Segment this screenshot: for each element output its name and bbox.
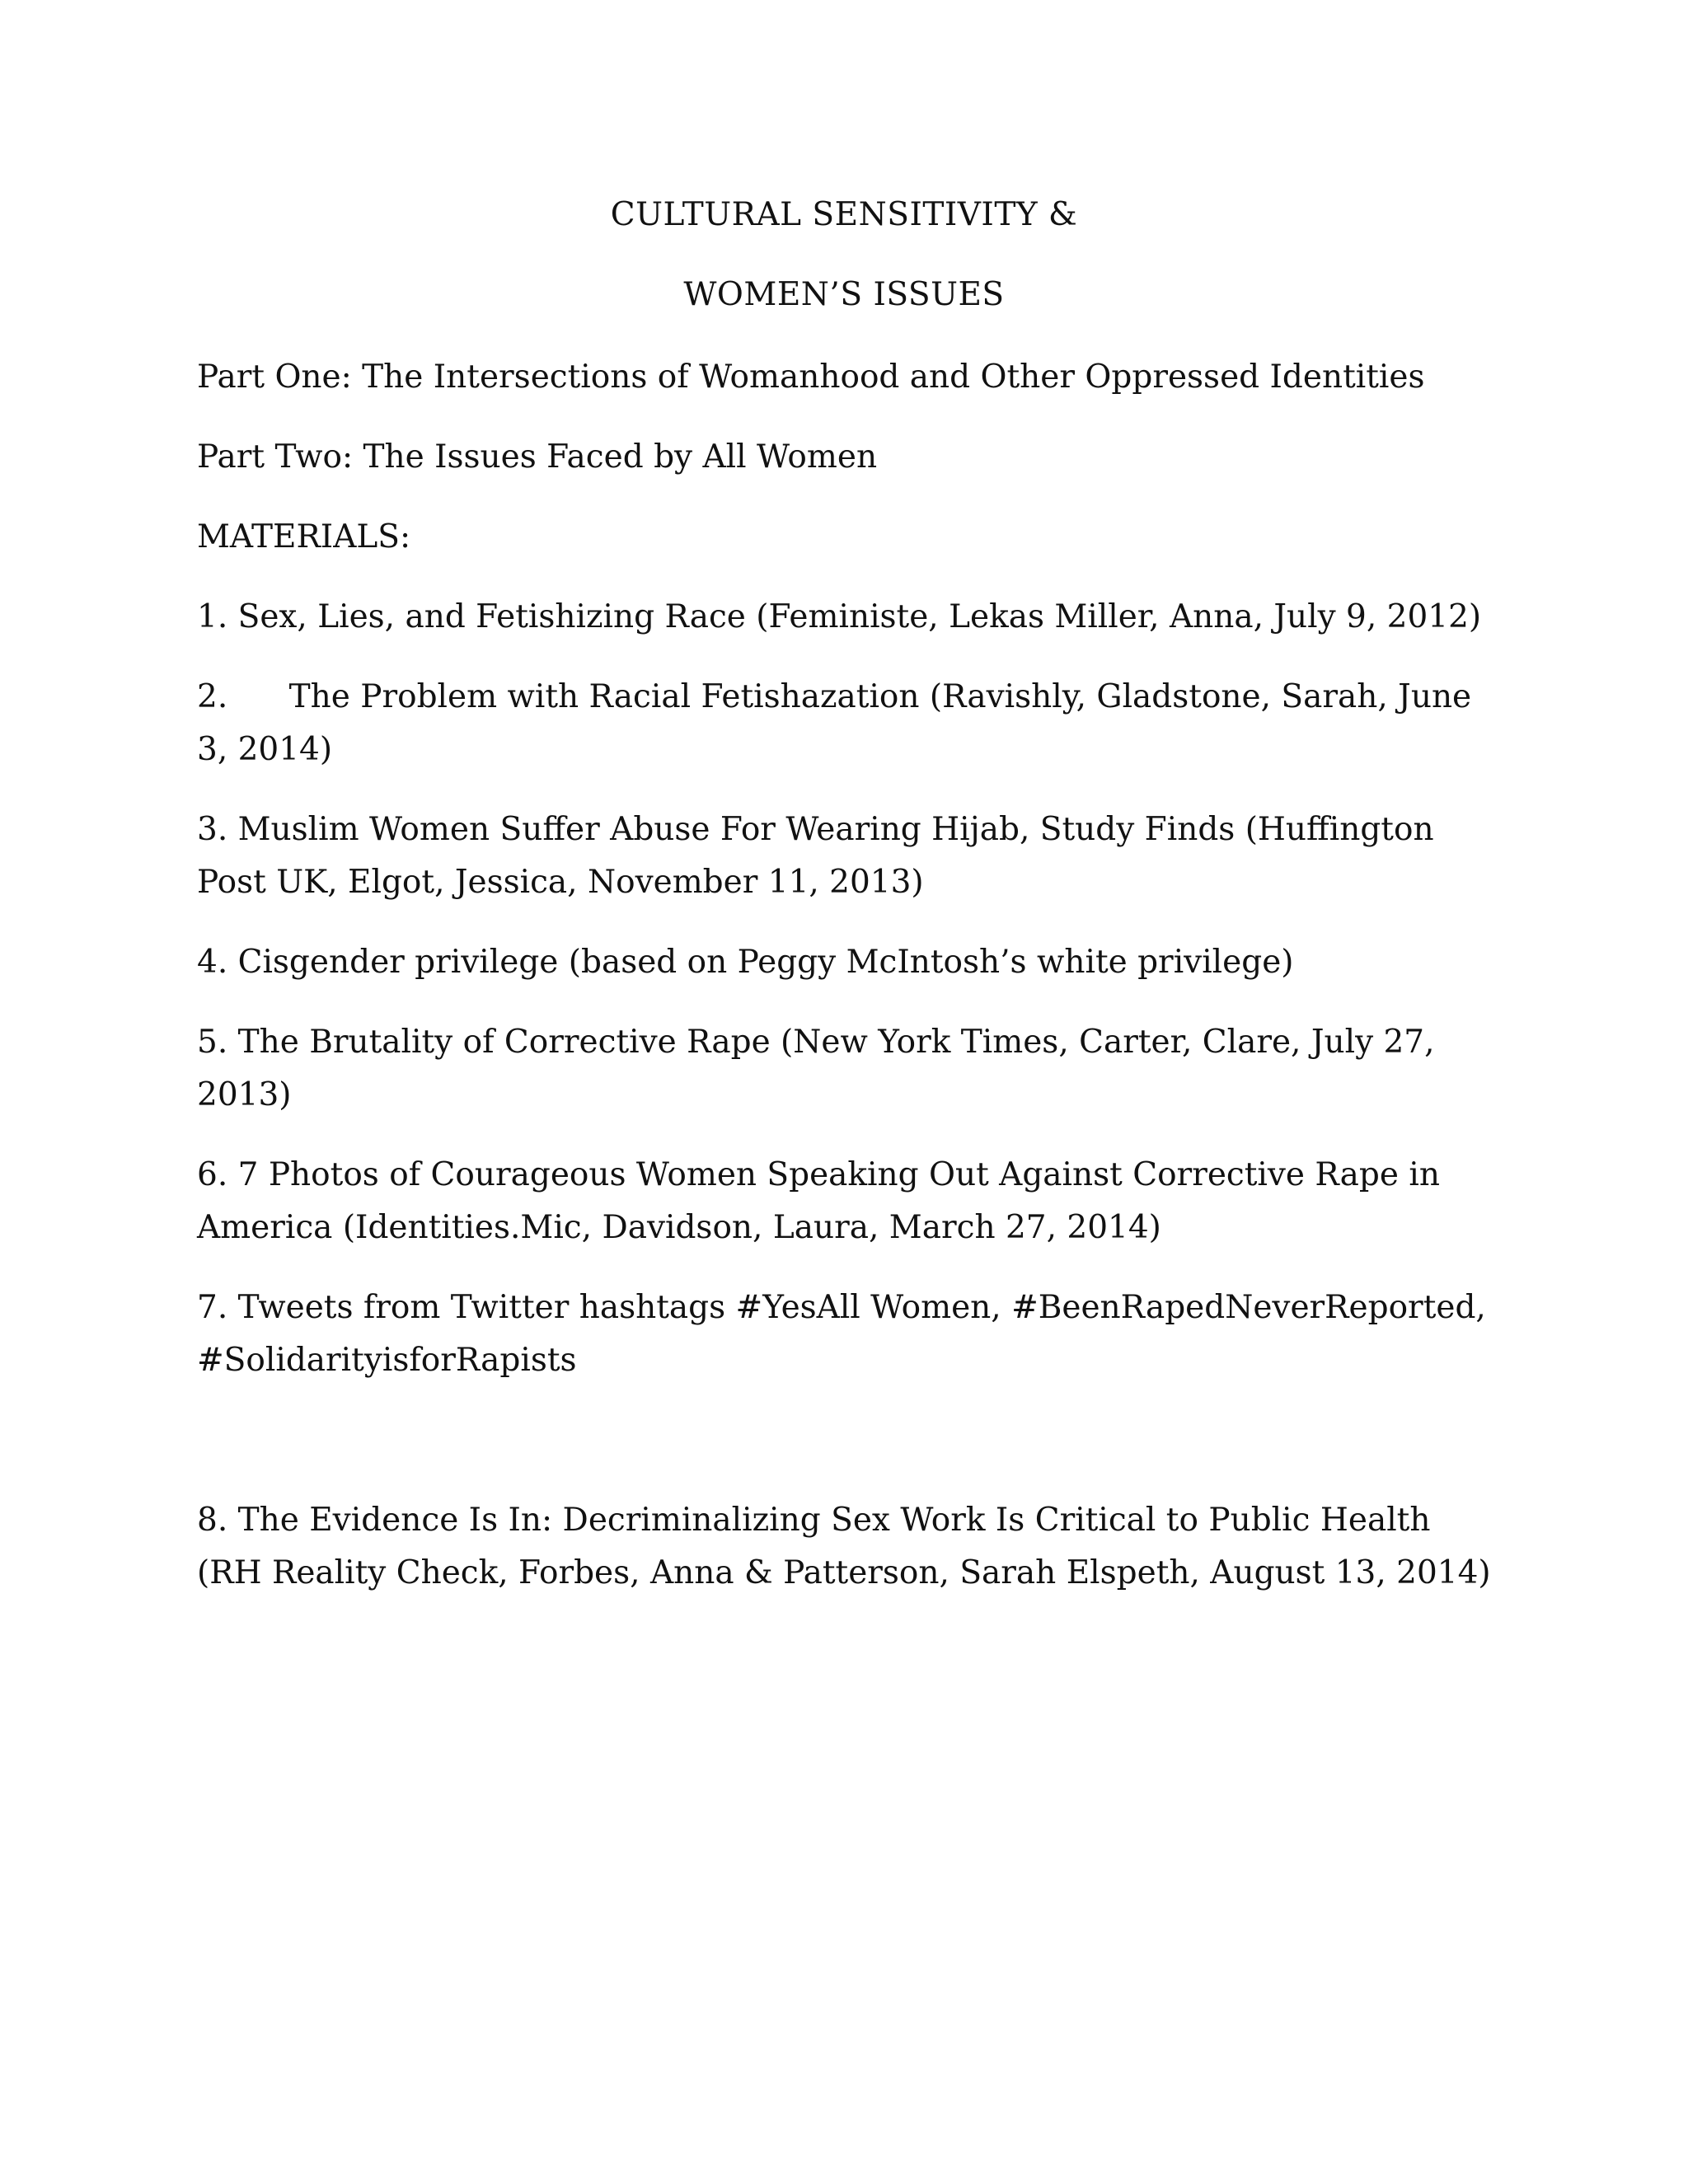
material-item-2-line-2: 3, 2014) xyxy=(197,731,333,768)
materials-heading: MATERIALS: xyxy=(197,518,411,555)
material-item-7-line-2: #SolidarityisforRapists xyxy=(197,1342,577,1379)
material-item-8-line-1: 8. The Evidence Is In: Decriminalizing Sex Work Is Critical to Public Health xyxy=(197,1502,1431,1539)
material-item-2-line-1: 2. The Problem with Racial Fetishazation (Ravishly, Gladstone, Sarah, June xyxy=(197,678,1472,715)
material-item-3-line-1: 3. Muslim Women Suffer Abuse For Wearing Hijab, Study Finds (Huffington xyxy=(197,811,1434,848)
material-item-8-line-2: (RH Reality Check, Forbes, Anna & Patterson, Sarah Elspeth, August 13, 2014) xyxy=(197,1554,1491,1591)
document-title-line-1: CULTURAL SENSITIVITY & xyxy=(610,196,1078,233)
material-item-6-line-2: America (Identities.Mic, Davidson, Laura, March 27, 2014) xyxy=(197,1209,1161,1246)
material-item-4: 4. Cisgender privilege (based on Peggy McIntosh’s white privilege) xyxy=(197,944,1294,981)
material-item-6-line-1: 6. 7 Photos of Courageous Women Speaking Out Against Corrective Rape in xyxy=(197,1156,1440,1193)
material-item-5-line-1: 5. The Brutality of Corrective Rape (New York Times, Carter, Clare, July 27, xyxy=(197,1024,1435,1061)
document-title-line-2: WOMEN’S ISSUES xyxy=(683,276,1005,313)
material-item-5-line-2: 2013) xyxy=(197,1076,292,1113)
part-two-heading: Part Two: The Issues Faced by All Women xyxy=(197,438,878,476)
material-item-7-line-1: 7. Tweets from Twitter hashtags #YesAll Women, #BeenRapedNeverReported, xyxy=(197,1289,1486,1326)
material-item-1: 1. Sex, Lies, and Fetishizing Race (Feministe, Lekas Miller, Anna, July 9, 2012) xyxy=(197,598,1482,635)
material-item-3-line-2: Post UK, Elgot, Jessica, November 11, 2013) xyxy=(197,864,924,901)
part-one-heading: Part One: The Intersections of Womanhood and Other Oppressed Identities xyxy=(197,359,1425,396)
